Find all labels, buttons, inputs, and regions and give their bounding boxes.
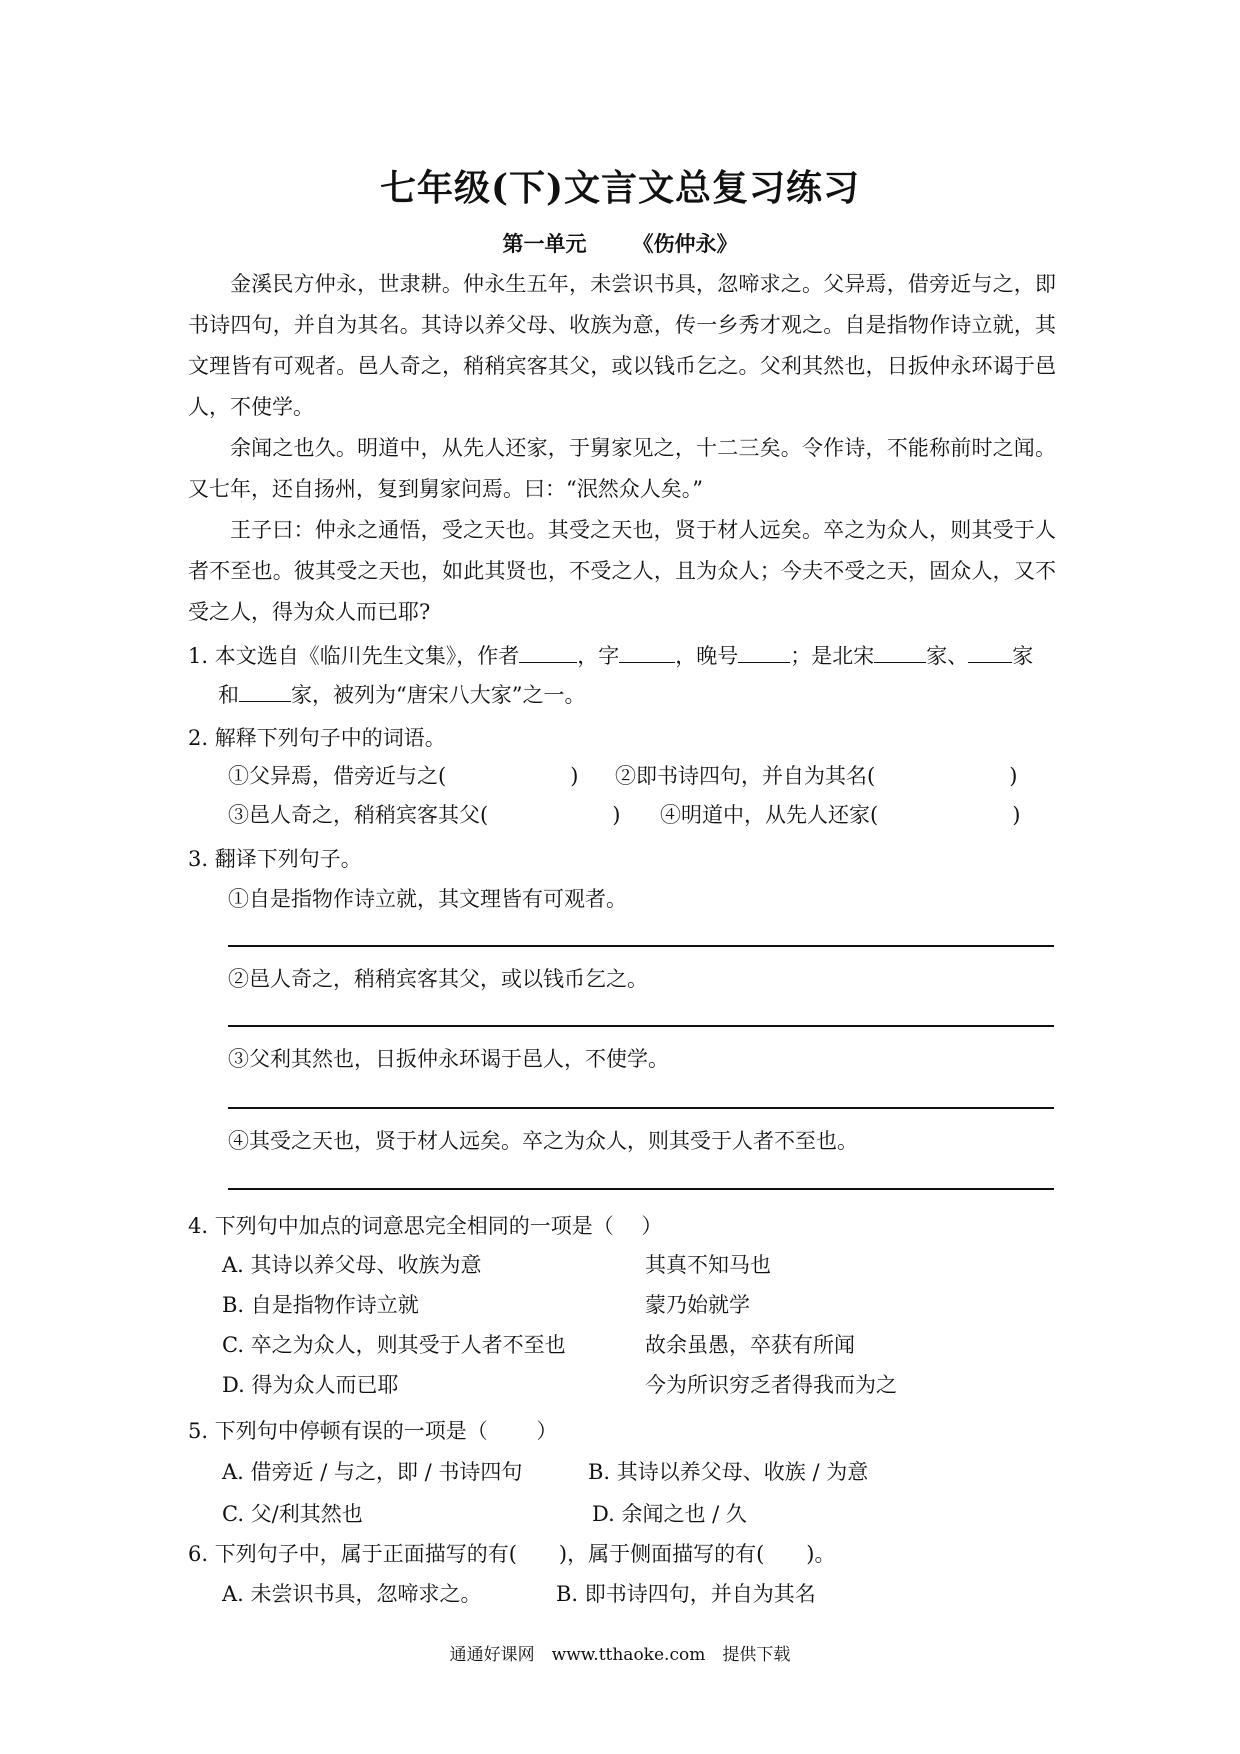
role-blank-1[interactable] [874,644,926,663]
unit-label: 第一单元 [502,231,587,256]
answer-line[interactable] [228,945,1054,947]
translation-sentence-4: ④其受之天也，贤于材人远矣。卒之为众人，则其受于人者不至也。 [228,1129,858,1153]
question-5-stem: 5. 下列句中停顿有误的一项是（ ） [188,1419,558,1443]
footer-credit: 通通好课网 www.tthaoke.com 提供下载 [449,1645,791,1665]
translation-sentence-3: ③父利其然也，日扳仲永环谒于邑人，不使学。 [228,1047,669,1071]
q4-option-c-compare: 故余虽愚，卒获有所闻 [645,1333,855,1357]
question-6-stem: 6. 下列句子中，属于正面描写的有( )，属于侧面描写的有( )。 [188,1542,836,1566]
role-blank-2[interactable] [968,644,1012,663]
translation-sentence-1: ①自是指物作诗立就，其文理皆有可观者。 [228,887,627,911]
answer-line[interactable] [228,1025,1054,1027]
q4-option-d-compare: 今为所识穷乏者得我而为之 [645,1373,897,1397]
passage-paragraph-3: 王子曰：仲永之通悟，受之天也。其受之天也，贤于材人远矣。卒之为众人，则其受于人者不至也。彼其受之天也，如此其贤也，不受之人，且为众人；今夫不受之天，固众人，又不受之人，得为众人而已耶? [188,518,1056,624]
passage-paragraph-2: 余闻之也久。明道中，从先人还家，于舅家见之，十二三矣。令作诗，不能称前时之闻。又七年，还自扬州，复到舅家问焉。曰：“泯然众人矣。” [188,436,1056,501]
question-2-item-4: ④明道中，从先人还家( ) [660,803,1021,827]
author-blank[interactable] [519,644,577,663]
q6-option-a[interactable]: A. 未尝识书具，忽啼求之。 [222,1582,482,1606]
question-2-item-1: ①父异焉，借旁近与之( ) [228,764,579,788]
q4-option-b[interactable]: B. 自是指物作诗立就 [222,1293,419,1317]
q5-option-a[interactable]: A. 借旁近 / 与之，即 / 书诗四句 [222,1460,523,1484]
question-1-line-2: 和 家，被列为“唐宋八大家”之一。 [218,683,586,707]
page-title: 七年级(下)文言文总复习练习 [379,167,861,209]
q4-option-b-compare: 蒙乃始就学 [645,1293,750,1317]
q4-option-a-compare: 其真不知马也 [645,1253,771,1277]
late-name-blank[interactable] [738,644,790,663]
lesson-title: 《伤仲永》 [632,231,738,256]
question-2-stem: 2. 解释下列句子中的词语。 [188,726,446,750]
question-3-stem: 3. 翻译下列句子。 [188,847,362,871]
translation-sentence-2: ②邑人奇之，稍稍宾客其父，或以钱币乞之。 [228,967,648,991]
q6-option-b[interactable]: B. 即书诗四句，并自为其名 [556,1582,816,1606]
courtesy-name-blank[interactable] [619,644,675,663]
role-blank-3[interactable] [239,683,291,702]
answer-line[interactable] [228,1107,1054,1109]
q5-option-b[interactable]: B. 其诗以养父母、收族 / 为意 [588,1460,869,1484]
q4-option-a[interactable]: A. 其诗以养父母、收族为意 [222,1253,482,1277]
question-4-stem: 4. 下列句中加点的词意思完全相同的一项是（ ） [188,1214,663,1238]
answer-line[interactable] [228,1188,1054,1190]
unit-heading [0,228,1240,258]
q5-option-d[interactable]: D. 余闻之也 / 久 [592,1502,747,1526]
q4-option-c[interactable]: C. 卒之为众人，则其受于人者不至也 [222,1333,566,1357]
q5-option-c[interactable]: C. 父/利其然也 [222,1502,363,1526]
question-2-item-2: ②即书诗四句，并自为其名( ) [615,764,1018,788]
q4-option-d[interactable]: D. 得为众人而已耶 [222,1373,399,1397]
question-2-item-3: ③邑人奇之，稍稍宾客其父( ) [228,803,621,827]
passage-paragraph-1: 金溪民方仲永，世隶耕。仲永生五年，未尝识书具，忽啼求之。父异焉，借旁近与之，即书诗四句，并自为其名。其诗以养父母、收族为意，传一乡秀才观之。自是指物作诗立就，其文理皆有可观者。邑人奇之，稍稍宾客其父，或以钱币乞之。父利其然也，日扳仲永环谒于邑人，不使学。 [188,272,1056,419]
question-1-line-1: 1. 本文选自《临川先生文集》，作者 ，字 ，晚号 ；是北宋 家、 家 [188,644,1034,668]
